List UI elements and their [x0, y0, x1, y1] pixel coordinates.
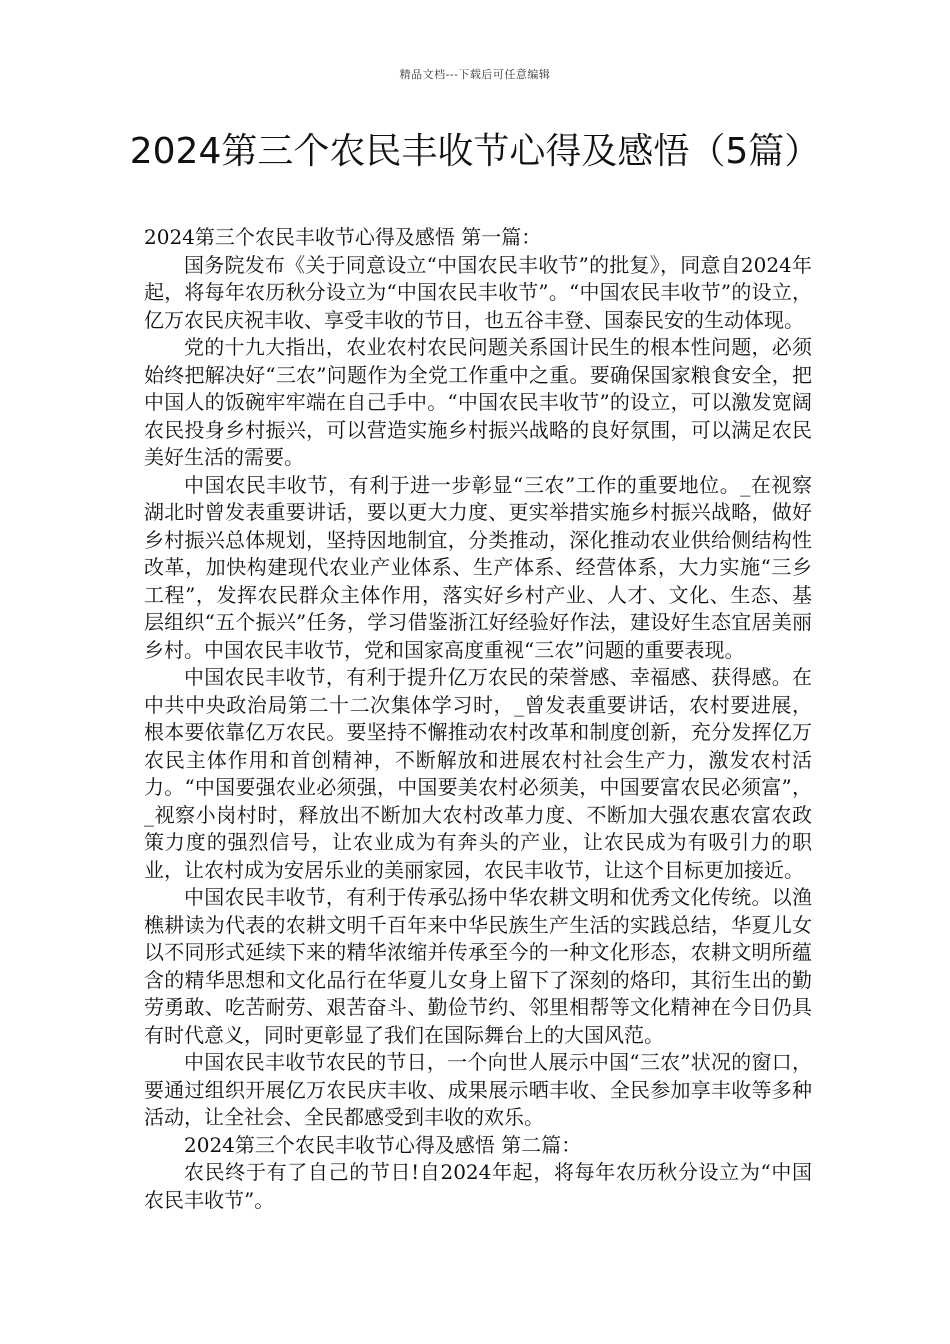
document-body	[144, 224, 812, 1214]
paragraph: 党的十九大指出，农业农村农民问题关系国计民生的根本性问题，必须始终把解决好“三农”问题作为全党工作重中之重。要确保国家粮食安全，把中国人的饭碗牢牢端在自己手中。“中国农民丰收节”的设立，可以激发宽阔农民投身乡村振兴，可以营造实施乡村振兴战略的良好氛围，可以满足农民美好生活的需要。	[144, 335, 812, 469]
paragraph: 中国农民丰收节，有利于传承弘扬中华农耕文明和优秀文化传统。以渔樵耕读为代表的农耕文明千百年来中华民族生产生活的实践总结，华夏儿女以不同形式延续下来的精华浓缩并传承至今的一种文化形态，农耕文明所蕴含的精华思想和文化品行在华夏儿女身上留下了深刻的烙印，其衍生出的勤劳勇敢、吃苦耐劳、艰苦奋斗、勤俭节约、邻里相帮等文化精神在今日仍具有时代意义，同时更彰显了我们在国际舞台上的大国风范。	[144, 885, 812, 1047]
page-header: 精品文档---下载后可任意编辑	[399, 68, 551, 81]
paragraph: 中国农民丰收节，有利于进一步彰显“三农”工作的重要地位。_在视察湖北时曾发表重要讲话，要以更大力度、更实举措实施乡村振兴战略，做好乡村振兴总体规划，坚持因地制宜，分类推动，深化推动农业供给侧结构性改革，加快构建现代农业产业体系、生产体系、经营体系，大力实施“三乡工程”，发挥农民群众主体作用，落实好乡村产业、人才、文化、生态、基层组织“五个振兴”任务，学习借鉴浙江好经验好作法，建设好生态宜居美丽乡村。中国农民丰收节，党和国家高度重视“三农”问题的重要表现。	[144, 472, 812, 662]
section-heading-1: 2024第三个农民丰收节心得及感悟 第一篇：	[144, 225, 542, 249]
section-heading-2: 2024第三个农民丰收节心得及感悟 第二篇：	[184, 1132, 582, 1157]
paragraph: 国务院发布《关于同意设立“中国农民丰收节”的批复》，同意自2024年起，将每年农历秋分设立为“中国农民丰收节”。“中国农民丰收节”的设立，亿万农民庆祝丰收、享受丰收的节日，也五谷丰登、国泰民安的生动体现。	[144, 252, 812, 332]
paragraph: 中国农民丰收节农民的节日，一个向世人展示中国“三农”状况的窗口，要通过组织开展亿万农民庆丰收、成果展示晒丰收、全民参加享丰收等多种活动，让全社会、全民都感受到丰收的欢乐。	[144, 1050, 812, 1129]
paragraph: 中国农民丰收节，有利于提升亿万农民的荣誉感、幸福感、获得感。在中共中央政治局第二十二次集体学习时，_曾发表重要讲话，农村要进展，根本要依靠亿万农民。要坚持不懈推动农村改革和制度创新，充分发挥亿万农民主体作用和首创精神，不断解放和进展农村社会生产力，激发农村活力。“中国要强农业必须强，中国要美农村必须美，中国要富农民必须富”，_视察小岗村时，释放出不断加大农村改革力度、不断加大强农惠农富农政策力度的强烈信号，让农业成为有奔头的产业，让农民成为有吸引力的职业，让农村成为安居乐业的美丽家园，农民丰收节，让这个目标更加接近。	[144, 665, 812, 882]
document-title: 2024第三个农民丰收节心得及感悟（5篇）	[129, 131, 821, 172]
paragraph: 农民终于有了自己的节日!自2024年起，将每年农历秋分设立为“中国农民丰收节”。	[144, 1160, 812, 1212]
